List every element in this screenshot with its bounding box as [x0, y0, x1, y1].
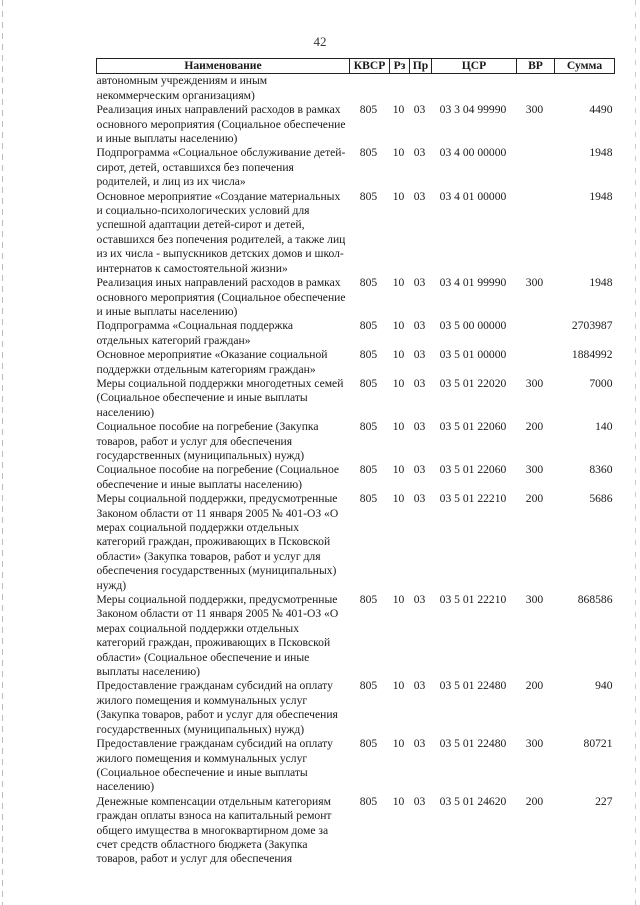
row-sum: 2703987 [571, 319, 613, 333]
header-csr: ЦСР [432, 59, 517, 74]
row-pr: 03 [413, 794, 426, 808]
row-vr: 300 [525, 737, 544, 751]
row-sum: 940 [595, 679, 613, 693]
row-sum: 5686 [589, 492, 613, 506]
row-vr: 200 [525, 679, 544, 693]
row-rz [390, 74, 410, 103]
table-row [97, 737, 615, 795]
row-name: Денежные компенсации отдельным категориям граждан оплаты взноса на капитальный ремонт общего имущества в многоквартирном доме за счет средств областного бюджета (Закупка товаров, работ и услуг для обеспечения [96, 794, 332, 866]
row-csr: 03 5 01 22060 [439, 463, 507, 477]
row-pr: 03 [413, 737, 426, 751]
row-rz: 10 [392, 276, 405, 290]
table-row [97, 103, 615, 146]
row-kvsr: 805 [359, 276, 378, 290]
row-rz: 10 [392, 103, 405, 117]
row-vr [517, 348, 555, 377]
row-name: Основное мероприятие «Оказание социальной поддержки отдельным категориям граждан» [96, 348, 328, 376]
table-row [97, 74, 615, 103]
table-row [97, 463, 615, 492]
row-kvsr: 805 [359, 420, 378, 434]
row-kvsr: 805 [359, 189, 378, 203]
scan-edge-right [635, 0, 636, 905]
row-kvsr: 805 [359, 376, 378, 390]
row-name: Предоставление гражданам субсидий на оплату жилого помещения и коммунальных услуг (Закупка товаров, работ и услуг для обеспечения государственных (муниципальных) нужд) [96, 679, 338, 736]
header-sum: Сумма [555, 59, 615, 74]
row-vr [517, 74, 555, 103]
budget-table [96, 58, 615, 867]
row-kvsr: 805 [359, 103, 378, 117]
row-vr [517, 146, 555, 189]
row-csr: 03 5 01 22480 [439, 679, 507, 693]
row-csr: 03 5 01 22020 [439, 376, 507, 390]
row-vr: 300 [525, 276, 544, 290]
row-rz: 10 [392, 189, 405, 203]
row-name: Реализация иных направлений расходов в рамках основного мероприятия (Социальное обеспечение и иные выплаты населению) [96, 276, 346, 318]
header-name: Наименование [97, 59, 350, 74]
table-row [97, 679, 615, 737]
row-sum: 1948 [589, 189, 613, 203]
row-pr: 03 [413, 276, 426, 290]
row-name: автономным учреждениям и иным некоммерческим организациям) [96, 74, 268, 102]
row-vr: 300 [525, 376, 544, 390]
row-csr: 03 4 01 00000 [439, 189, 507, 203]
row-rz: 10 [392, 348, 405, 362]
row-pr: 03 [413, 146, 426, 160]
row-rz: 10 [392, 319, 405, 333]
scan-edge-left [2, 0, 3, 905]
row-name: Меры социальной поддержки, предусмотренные Законом области от 11 января 2005 № 401-ОЗ «О мерах социальной поддержки отдельных категорий граждан, проживающих в Псковской области» (Социальное обеспечение и иные выплаты населению) [96, 593, 339, 679]
row-vr: 200 [525, 794, 544, 808]
row-csr: 03 5 01 22210 [439, 593, 507, 607]
row-sum: 140 [595, 420, 613, 434]
table-row [97, 795, 615, 867]
row-sum [555, 74, 615, 103]
row-vr: 300 [525, 593, 544, 607]
table-row [97, 593, 615, 679]
row-sum: 868586 [577, 593, 613, 607]
row-name: Меры социальной поддержки, предусмотренные Законом области от 11 января 2005 № 401-ОЗ «О мерах социальной поддержки отдельных категорий граждан, проживающих в Псковской области» (Закупка товаров, работ и услуг для обеспечения государственных (муниципальных) нужд) [96, 492, 339, 592]
row-sum: 7000 [589, 376, 613, 390]
row-kvsr: 805 [359, 679, 378, 693]
row-pr: 03 [413, 376, 426, 390]
table-row [97, 492, 615, 593]
row-name: Социальное пособие на погребение (Закупка товаров, работ и услуг для обеспечения государственных (муниципальных) нужд) [96, 420, 319, 462]
row-name: Социальное пособие на погребение (Социальное обеспечение и иные выплаты населению) [96, 463, 340, 491]
row-pr: 03 [413, 348, 426, 362]
row-pr: 03 [413, 492, 426, 506]
row-rz: 10 [392, 146, 405, 160]
row-vr: 200 [525, 492, 544, 506]
table-row [97, 420, 615, 463]
row-pr: 03 [413, 103, 426, 117]
row-rz: 10 [392, 492, 405, 506]
row-csr: 03 5 01 24620 [439, 794, 507, 808]
row-csr: 03 4 01 99990 [439, 276, 507, 290]
row-csr: 03 5 01 22060 [439, 420, 507, 434]
row-kvsr: 805 [359, 146, 378, 160]
row-pr: 03 [413, 463, 426, 477]
row-name: Меры социальной поддержки многодетных семей (Социальное обеспечение и иные выплаты населению) [96, 376, 344, 419]
row-vr: 300 [525, 103, 544, 117]
row-pr [410, 74, 432, 103]
row-rz: 10 [392, 737, 405, 751]
row-kvsr: 805 [359, 593, 378, 607]
row-vr: 200 [525, 420, 544, 434]
row-kvsr: 805 [359, 737, 378, 751]
page-number: 42 [313, 34, 327, 49]
row-rz: 10 [392, 679, 405, 693]
row-vr [517, 319, 555, 348]
table-body [97, 74, 615, 867]
table-row [97, 190, 615, 276]
header-rz: Рз [390, 59, 410, 74]
header-pr: Пр [410, 59, 432, 74]
row-csr: 03 5 00 00000 [439, 319, 507, 333]
row-rz: 10 [392, 593, 405, 607]
row-csr: 03 5 01 00000 [439, 348, 507, 362]
row-pr: 03 [413, 593, 426, 607]
row-pr: 03 [413, 189, 426, 203]
table-row [97, 319, 615, 348]
row-vr [517, 190, 555, 276]
row-sum: 227 [595, 794, 613, 808]
table-row [97, 276, 615, 319]
table-header-row [97, 59, 615, 74]
row-name: Подпрограмма «Социальная поддержка отдельных категорий граждан» [96, 319, 294, 347]
row-sum: 8360 [589, 463, 613, 477]
table-row [97, 146, 615, 189]
row-pr: 03 [413, 319, 426, 333]
row-pr: 03 [413, 679, 426, 693]
row-kvsr [350, 74, 390, 103]
row-csr [432, 74, 517, 103]
row-name: Основное мероприятие «Создание материальных и социально-психологических условий для успешной адаптации детей-сирот и детей, оставшихся без попечения родителей, а также лиц из их числа - выпускников детских домов и школ-интернатов к самостоятельной жизни» [96, 189, 346, 275]
row-vr: 300 [525, 463, 544, 477]
row-sum: 4490 [589, 103, 613, 117]
row-kvsr: 805 [359, 463, 378, 477]
header-vr: ВР [517, 59, 555, 74]
row-sum: 80721 [583, 737, 613, 751]
row-pr: 03 [413, 420, 426, 434]
row-kvsr: 805 [359, 348, 378, 362]
table-row [97, 377, 615, 420]
row-name: Подпрограмма «Социальное обслуживание детей-сирот, детей, оставшихся без попечения родителей, и лиц из их числа» [96, 146, 346, 189]
header-kvsr: КВСР [350, 59, 390, 74]
row-kvsr: 805 [359, 319, 378, 333]
row-kvsr: 805 [359, 794, 378, 808]
table-row [97, 348, 615, 377]
row-sum: 1948 [589, 146, 613, 160]
row-rz: 10 [392, 463, 405, 477]
row-csr: 03 5 01 22210 [439, 492, 507, 506]
row-csr: 03 3 04 99990 [439, 103, 507, 117]
row-rz: 10 [392, 420, 405, 434]
row-sum: 1948 [589, 276, 613, 290]
row-rz: 10 [392, 794, 405, 808]
row-sum: 1884992 [571, 348, 613, 362]
row-kvsr: 805 [359, 492, 378, 506]
row-name: Реализация иных направлений расходов в рамках основного мероприятия (Социальное обеспечение и иные выплаты населению) [96, 103, 346, 146]
row-rz: 10 [392, 376, 405, 390]
row-csr: 03 4 00 00000 [439, 146, 507, 160]
row-name: Предоставление гражданам субсидий на оплату жилого помещения и коммунальных услуг (Социальное обеспечение и иные выплаты населению) [96, 737, 333, 794]
row-csr: 03 5 01 22480 [439, 737, 507, 751]
